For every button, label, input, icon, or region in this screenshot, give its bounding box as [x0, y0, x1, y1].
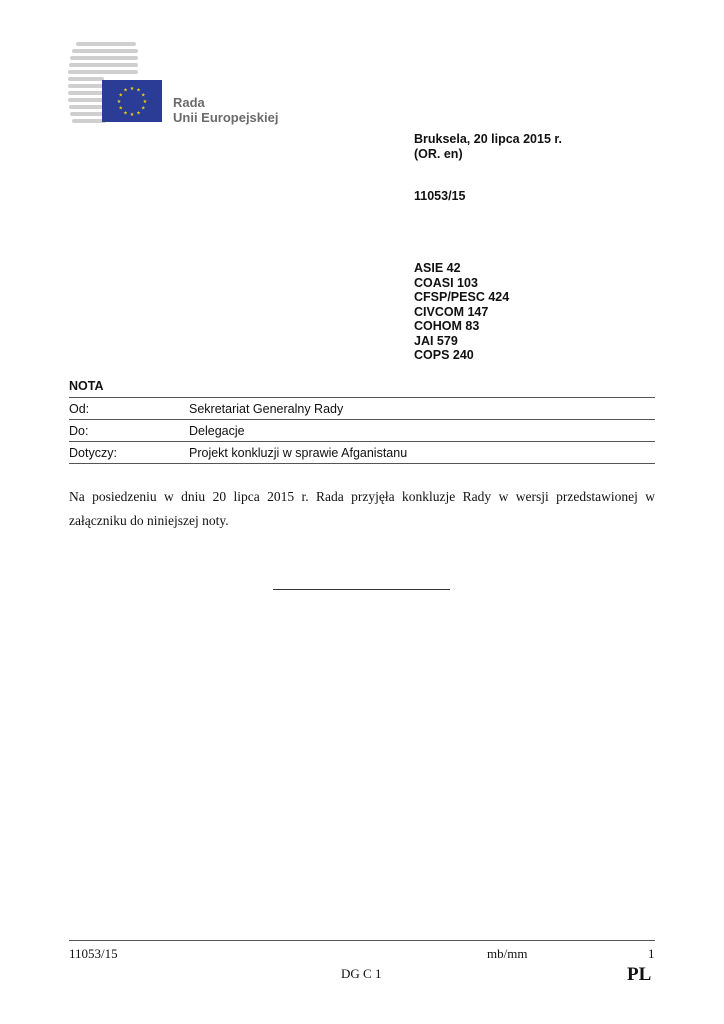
flag-star-icon: ★	[136, 87, 141, 94]
footer-doc-number: 11053/15	[69, 946, 118, 961]
original-language: (OR. en)	[414, 146, 463, 161]
row-value: Projekt konkluzji w sprawie Afganistanu	[189, 445, 408, 460]
table-row	[69, 398, 655, 420]
flag-star-icon: ★	[142, 99, 148, 105]
place-date: Bruksela, 20 lipca 2015 r.	[414, 132, 563, 146]
footer-rule	[69, 940, 655, 941]
page-number: 1	[648, 946, 655, 961]
flag-star-icon: ★	[116, 99, 122, 105]
flag-star-icon: ★	[136, 110, 141, 117]
place-date-block	[414, 132, 562, 161]
language-code: PL	[627, 964, 652, 985]
footer-dg: DG C 1	[341, 966, 382, 981]
code-item: ASIE 42	[414, 261, 461, 275]
row-label: Do:	[69, 423, 89, 438]
separator-line	[273, 589, 450, 590]
row-value: Sekretariat Generalny Rady	[189, 401, 344, 416]
note-body: Na posiedzeniu w dniu 20 lipca 2015 r. Rada przyjęła konkluzje Rady w wersji przedstawionej w załączniku do niniejszej noty.	[69, 489, 655, 528]
note-meta-table	[69, 397, 655, 464]
table-row	[69, 420, 655, 442]
row-label: Od:	[69, 401, 90, 416]
flag-star-icon: ★	[129, 86, 135, 92]
code-item: CIVCOM 147	[414, 304, 489, 319]
footer-initials: mb/mm	[487, 946, 528, 961]
code-item: COASI 103	[414, 275, 478, 290]
org-name-line2: Unii Europejskiej	[173, 110, 279, 125]
row-value: Delegacje	[189, 423, 245, 438]
org-name	[173, 95, 278, 125]
flag-star-icon: ★	[129, 112, 135, 118]
flag-star-icon: ★	[141, 92, 146, 99]
table-row	[69, 442, 655, 464]
doc-number: 11053/15	[414, 189, 466, 203]
flag-star-icon: ★	[123, 110, 128, 117]
code-item: CFSP/PESC 424	[414, 290, 510, 304]
flag-star-icon: ★	[118, 105, 123, 112]
flag-star-icon: ★	[141, 105, 146, 112]
row-label: Dotyczy:	[69, 445, 117, 460]
code-item: COPS 240	[414, 348, 474, 362]
code-item: COHOM 83	[414, 319, 480, 333]
code-item: JAI 579	[414, 333, 458, 348]
flag-star-icon: ★	[123, 87, 128, 94]
flag-star-icon: ★	[118, 92, 123, 99]
org-name-line1: Rada	[173, 95, 205, 110]
classification-codes	[414, 261, 509, 363]
note-title: NOTA	[69, 379, 104, 393]
eu-flag-icon	[102, 80, 162, 122]
